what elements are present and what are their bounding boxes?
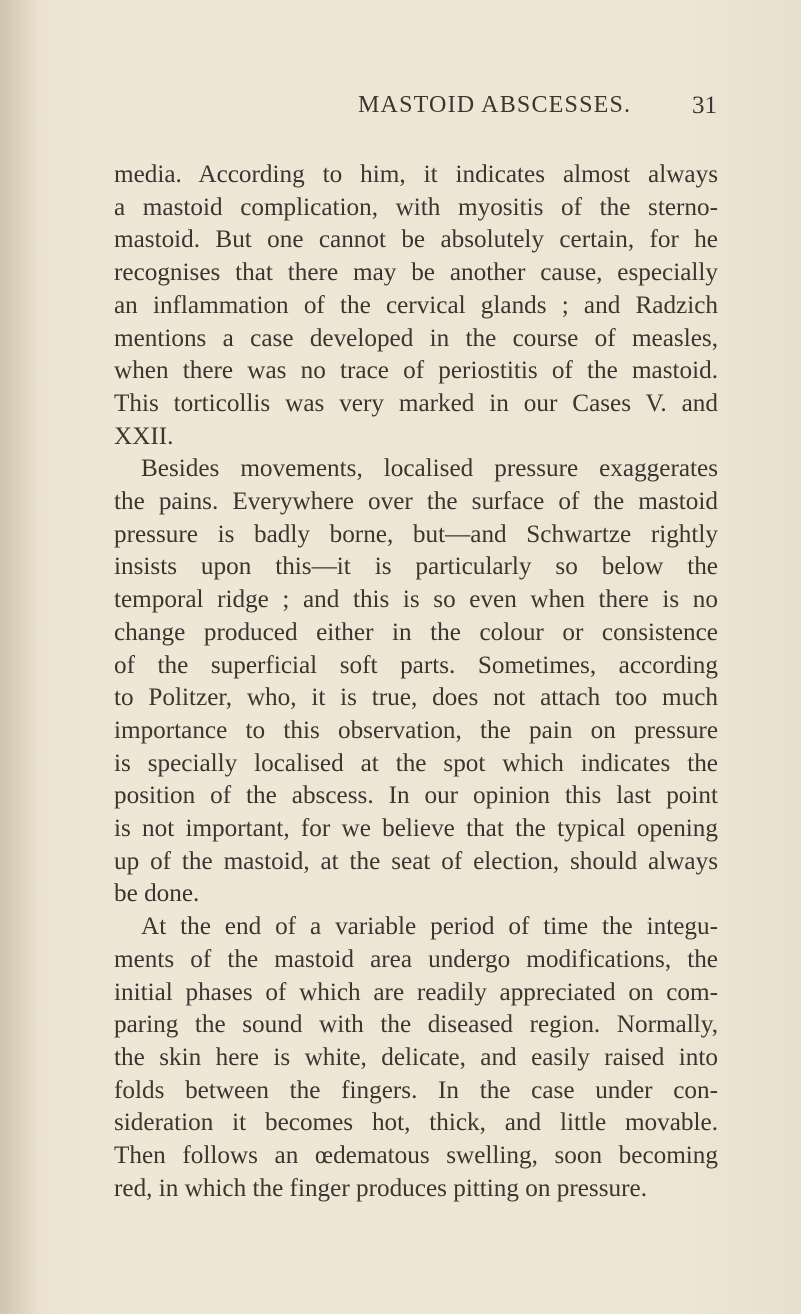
text-line: This torticollis was very marked in our Cases V. and — [114, 389, 718, 417]
text-line: media. According to him, it indicates almost always — [114, 161, 718, 188]
text-line: sideration it becomes hot, thick, and little movable. — [114, 1109, 718, 1137]
text-line: of the superficial soft parts. Sometimes, according — [114, 651, 718, 679]
text-line: up of the mastoid, at the seat of election, should always — [114, 847, 718, 875]
text-line: the skin here is white, delicate, and easily raised into — [114, 1043, 718, 1071]
text-line: temporal ridge ; and this is so even when there is no — [114, 586, 718, 614]
text-line: At the end of a variable period of time the integu- — [141, 913, 718, 941]
text-line: to Politzer, who, it is true, does not attach too much — [114, 684, 718, 712]
text-line: a mastoid complication, with myositis of the sterno- — [114, 193, 718, 221]
text-line: Then follows an œdematous swelling, soon becoming — [114, 1142, 718, 1170]
text-line: red, in which the finger produces pitting on pressure. — [114, 1174, 647, 1202]
paragraph-3 — [114, 911, 718, 1205]
page-number: 31 — [692, 92, 717, 119]
text-line: folds between the fingers. In the case under con- — [114, 1076, 718, 1104]
text-line: mentions a case developed in the course of measles, — [114, 324, 718, 352]
text-line: an inflammation of the cervical glands ; and Radzich — [114, 291, 718, 319]
text-line: when there was no trace of periostitis of the mastoid. — [114, 357, 718, 385]
text-line: importance to this observation, the pain on pressure — [114, 716, 718, 744]
paragraph-2 — [114, 453, 718, 911]
text-line: be done. — [114, 880, 200, 908]
text-line: the pains. Everywhere over the surface of the mastoid — [114, 488, 718, 516]
text-line: change produced either in the colour or consistence — [114, 618, 718, 646]
text-line: Besides movements, localised pressure exaggerates — [141, 455, 718, 483]
text-line: pressure is badly borne, but—and Schwartze rightly — [114, 520, 718, 548]
text-line: mastoid. But one cannot be absolutely certain, for he — [114, 226, 718, 254]
text-line: initial phases of which are readily appreciated on com- — [114, 978, 718, 1006]
text-line: is not important, for we believe that the typical opening — [114, 815, 718, 843]
paragraph-1 — [114, 159, 718, 453]
text-line: paring the sound with the diseased region. Normally, — [114, 1011, 718, 1039]
text-line: position of the abscess. In our opinion this last point — [114, 782, 718, 810]
text-line: ments of the mastoid area undergo modifications, the — [114, 945, 718, 973]
running-title: MASTOID ABSCESSES. — [358, 92, 632, 118]
text-line: recognises that there may be another cause, especially — [114, 259, 718, 287]
running-head — [0, 92, 801, 132]
text-line: insists upon this—it is particularly so below the — [114, 553, 718, 581]
text-line: is specially localised at the spot which indicates the — [114, 749, 718, 777]
body-text — [114, 159, 718, 1206]
text-line: XXII. — [114, 422, 174, 450]
